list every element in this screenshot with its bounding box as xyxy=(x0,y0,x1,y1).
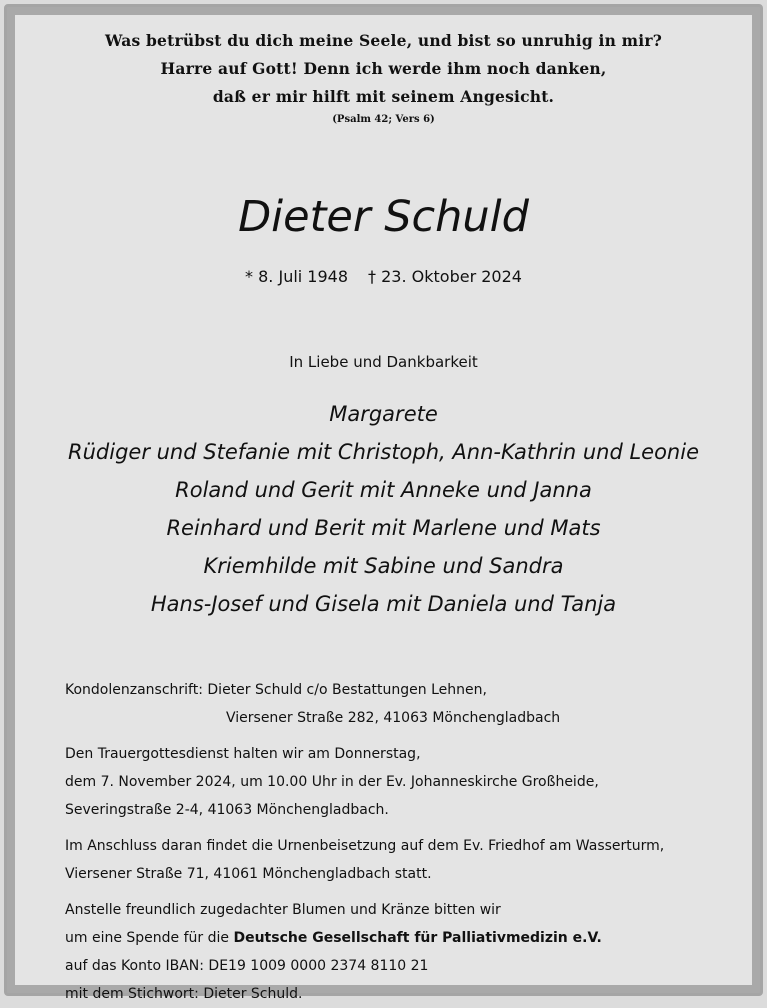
notice-frame xyxy=(4,4,763,1002)
intro-text: In Liebe und Dankbarkeit xyxy=(289,353,478,371)
deceased-name: Dieter Schuld xyxy=(238,192,529,242)
donation-keyword: mit dem Stichwort: Dieter Schuld. xyxy=(65,986,303,1002)
life-dates xyxy=(15,265,752,289)
family-line: Kriemhilde mit Sabine und Sandra xyxy=(203,554,564,578)
service-text: Severingstraße 2-4, 41063 Mönchengladbach. xyxy=(65,802,389,818)
family-line: Reinhard und Berit mit Marlene und Mats xyxy=(166,516,601,540)
verse-line: Harre auf Gott! Denn ich werde ihm noch danken, xyxy=(160,59,607,78)
details-section xyxy=(65,676,742,1008)
service-text: Den Trauergottesdienst halten wir am Donnerstag, xyxy=(65,746,421,762)
birth-date: * 8. Juli 1948 xyxy=(245,267,349,286)
burial-text: Viersener Straße 71, 41061 Mönchengladbach statt. xyxy=(65,866,432,882)
donation-iban: auf das Konto IBAN: DE19 1009 0000 2374 8110 21 xyxy=(65,958,429,974)
notice-panel xyxy=(15,15,752,1002)
condolence-address: Kondolenzanschrift: Dieter Schuld c/o Bestattungen Lehnen, xyxy=(65,682,487,698)
death-date: † 23. Oktober 2024 xyxy=(368,267,522,286)
donation-prefix: um eine Spende für die xyxy=(65,930,234,946)
verse-line: daß er mir hilft mit seinem Angesicht. xyxy=(212,87,555,106)
family-line: Hans-Josef und Gisela mit Daniela und Tanja xyxy=(150,592,617,616)
service-text: dem 7. November 2024, um 10.00 Uhr in der Ev. Johanneskirche Großheide, xyxy=(65,774,599,790)
verse-reference: (Psalm 42; Vers 6) xyxy=(332,114,435,125)
psalm-verse xyxy=(15,27,752,129)
donation-text xyxy=(65,924,742,952)
donation-organization: Deutsche Gesellschaft für Palliativmedizin e.V. xyxy=(233,930,602,946)
family-line: Margarete xyxy=(329,402,438,426)
family-line: Rüdiger und Stefanie mit Christoph, Ann-Kathrin und Leonie xyxy=(68,440,699,464)
family-list xyxy=(15,395,752,623)
condolence-address-street: Viersener Straße 282, 41063 Mönchengladbach xyxy=(226,710,561,726)
donation-text: Anstelle freundlich zugedachter Blumen und Kränze bitten wir xyxy=(65,902,501,918)
verse-line: Was betrübst du dich meine Seele, und bist so unruhig in mir? xyxy=(104,31,662,50)
burial-text: Im Anschluss daran findet die Urnenbeisetzung auf dem Ev. Friedhof am Wasserturm, xyxy=(65,838,665,854)
family-line: Roland und Gerit mit Anneke und Janna xyxy=(175,478,592,502)
